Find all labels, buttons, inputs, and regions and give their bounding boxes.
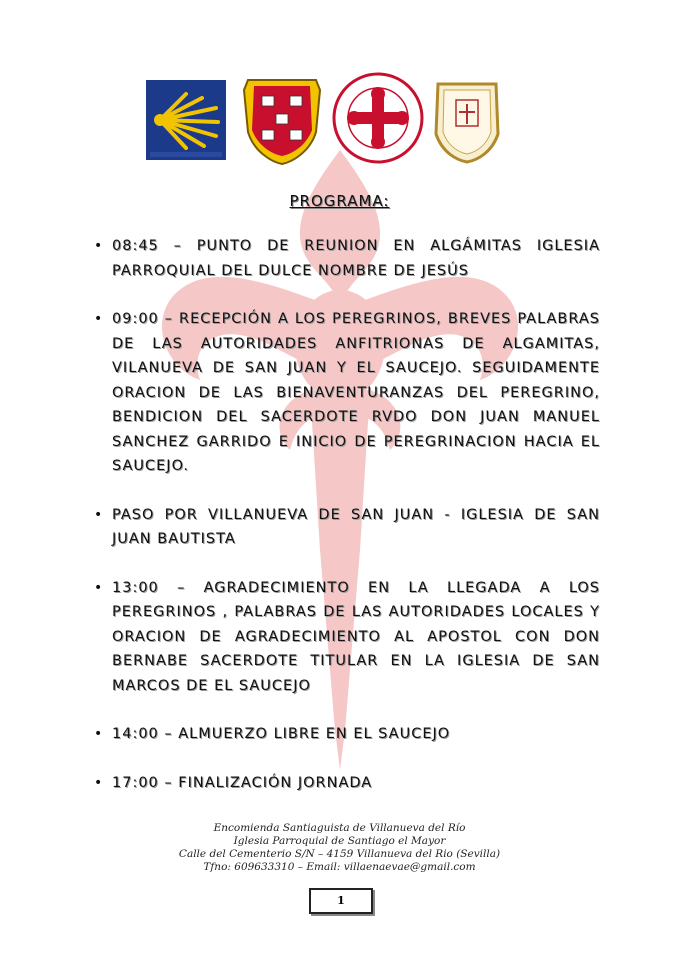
parish-crest (432, 74, 502, 164)
program-title: PROGRAMA: (289, 192, 390, 210)
program-item: • 14:00 – ALMUERZO LIBRE EN EL SAUCEJO (112, 722, 600, 747)
footer-church: Iglesia Parroquial de Santiago el Mayor (233, 835, 446, 847)
camino-shell-logo (146, 80, 226, 160)
program-item: • 17:00 – FINALIZACIÓN JORNADA (112, 771, 600, 796)
program-list (112, 234, 600, 795)
program-item: • 08:45 – PUNTO DE REUNION EN ALGÁMITAS IGLESIA PARROQUIAL DEL DULCE NOMBRE DE JESÚS (112, 234, 600, 283)
association-red-cross-seal (332, 72, 424, 164)
page-number: 1 (309, 888, 373, 914)
program-item: • PASO POR VILLANUEVA DE SAN JUAN - IGLESIA DE SAN JUAN BAUTISTA (112, 503, 600, 552)
program-item: • 09:00 – RECEPCIÓN A LOS PEREGRINOS, BREVES PALABRAS DE LAS AUTORIDADES ANFITRIONAS DE ALGAMITAS, VILANUEVA DE SAN JUAN Y EL SAUCEJO. SEGUIDAMENTE ORACION DE LAS BIENAVENTURANZAS DEL PEREGRINO, BENDICION DEL SACERDOTE RVDO DON JUAN MANUEL SANCHEZ GARRIDO E INICIO DE PEREGRINACION HACIA EL SAUCEJO. (112, 307, 600, 479)
footer-organization: Encomienda Santiaguista de Villanueva del Río (213, 822, 466, 834)
footer (0, 822, 679, 874)
footer-address: Calle del Cementerio S/N – 4159 Villanueva del Rio (Sevilla) (178, 848, 501, 860)
program-item: • 13:00 – AGRADECIMIENTO EN LA LLEGADA A LOS PEREGRINOS , PALABRAS DE LAS AUTORIDADES LOCALES Y ORACION DE AGRADECIMIENTO AL APOSTOL CON DON BERNABE SACERDOTE TITULAR EN LA IGLESIA DE SAN MARCOS DE EL SAUCEJO (112, 576, 600, 699)
footer-contact: Tfno: 609633310 – Email: villaenaevae@gmail.com (203, 861, 476, 873)
coat-of-arms-shield (240, 72, 324, 166)
logos-row (0, 70, 679, 170)
